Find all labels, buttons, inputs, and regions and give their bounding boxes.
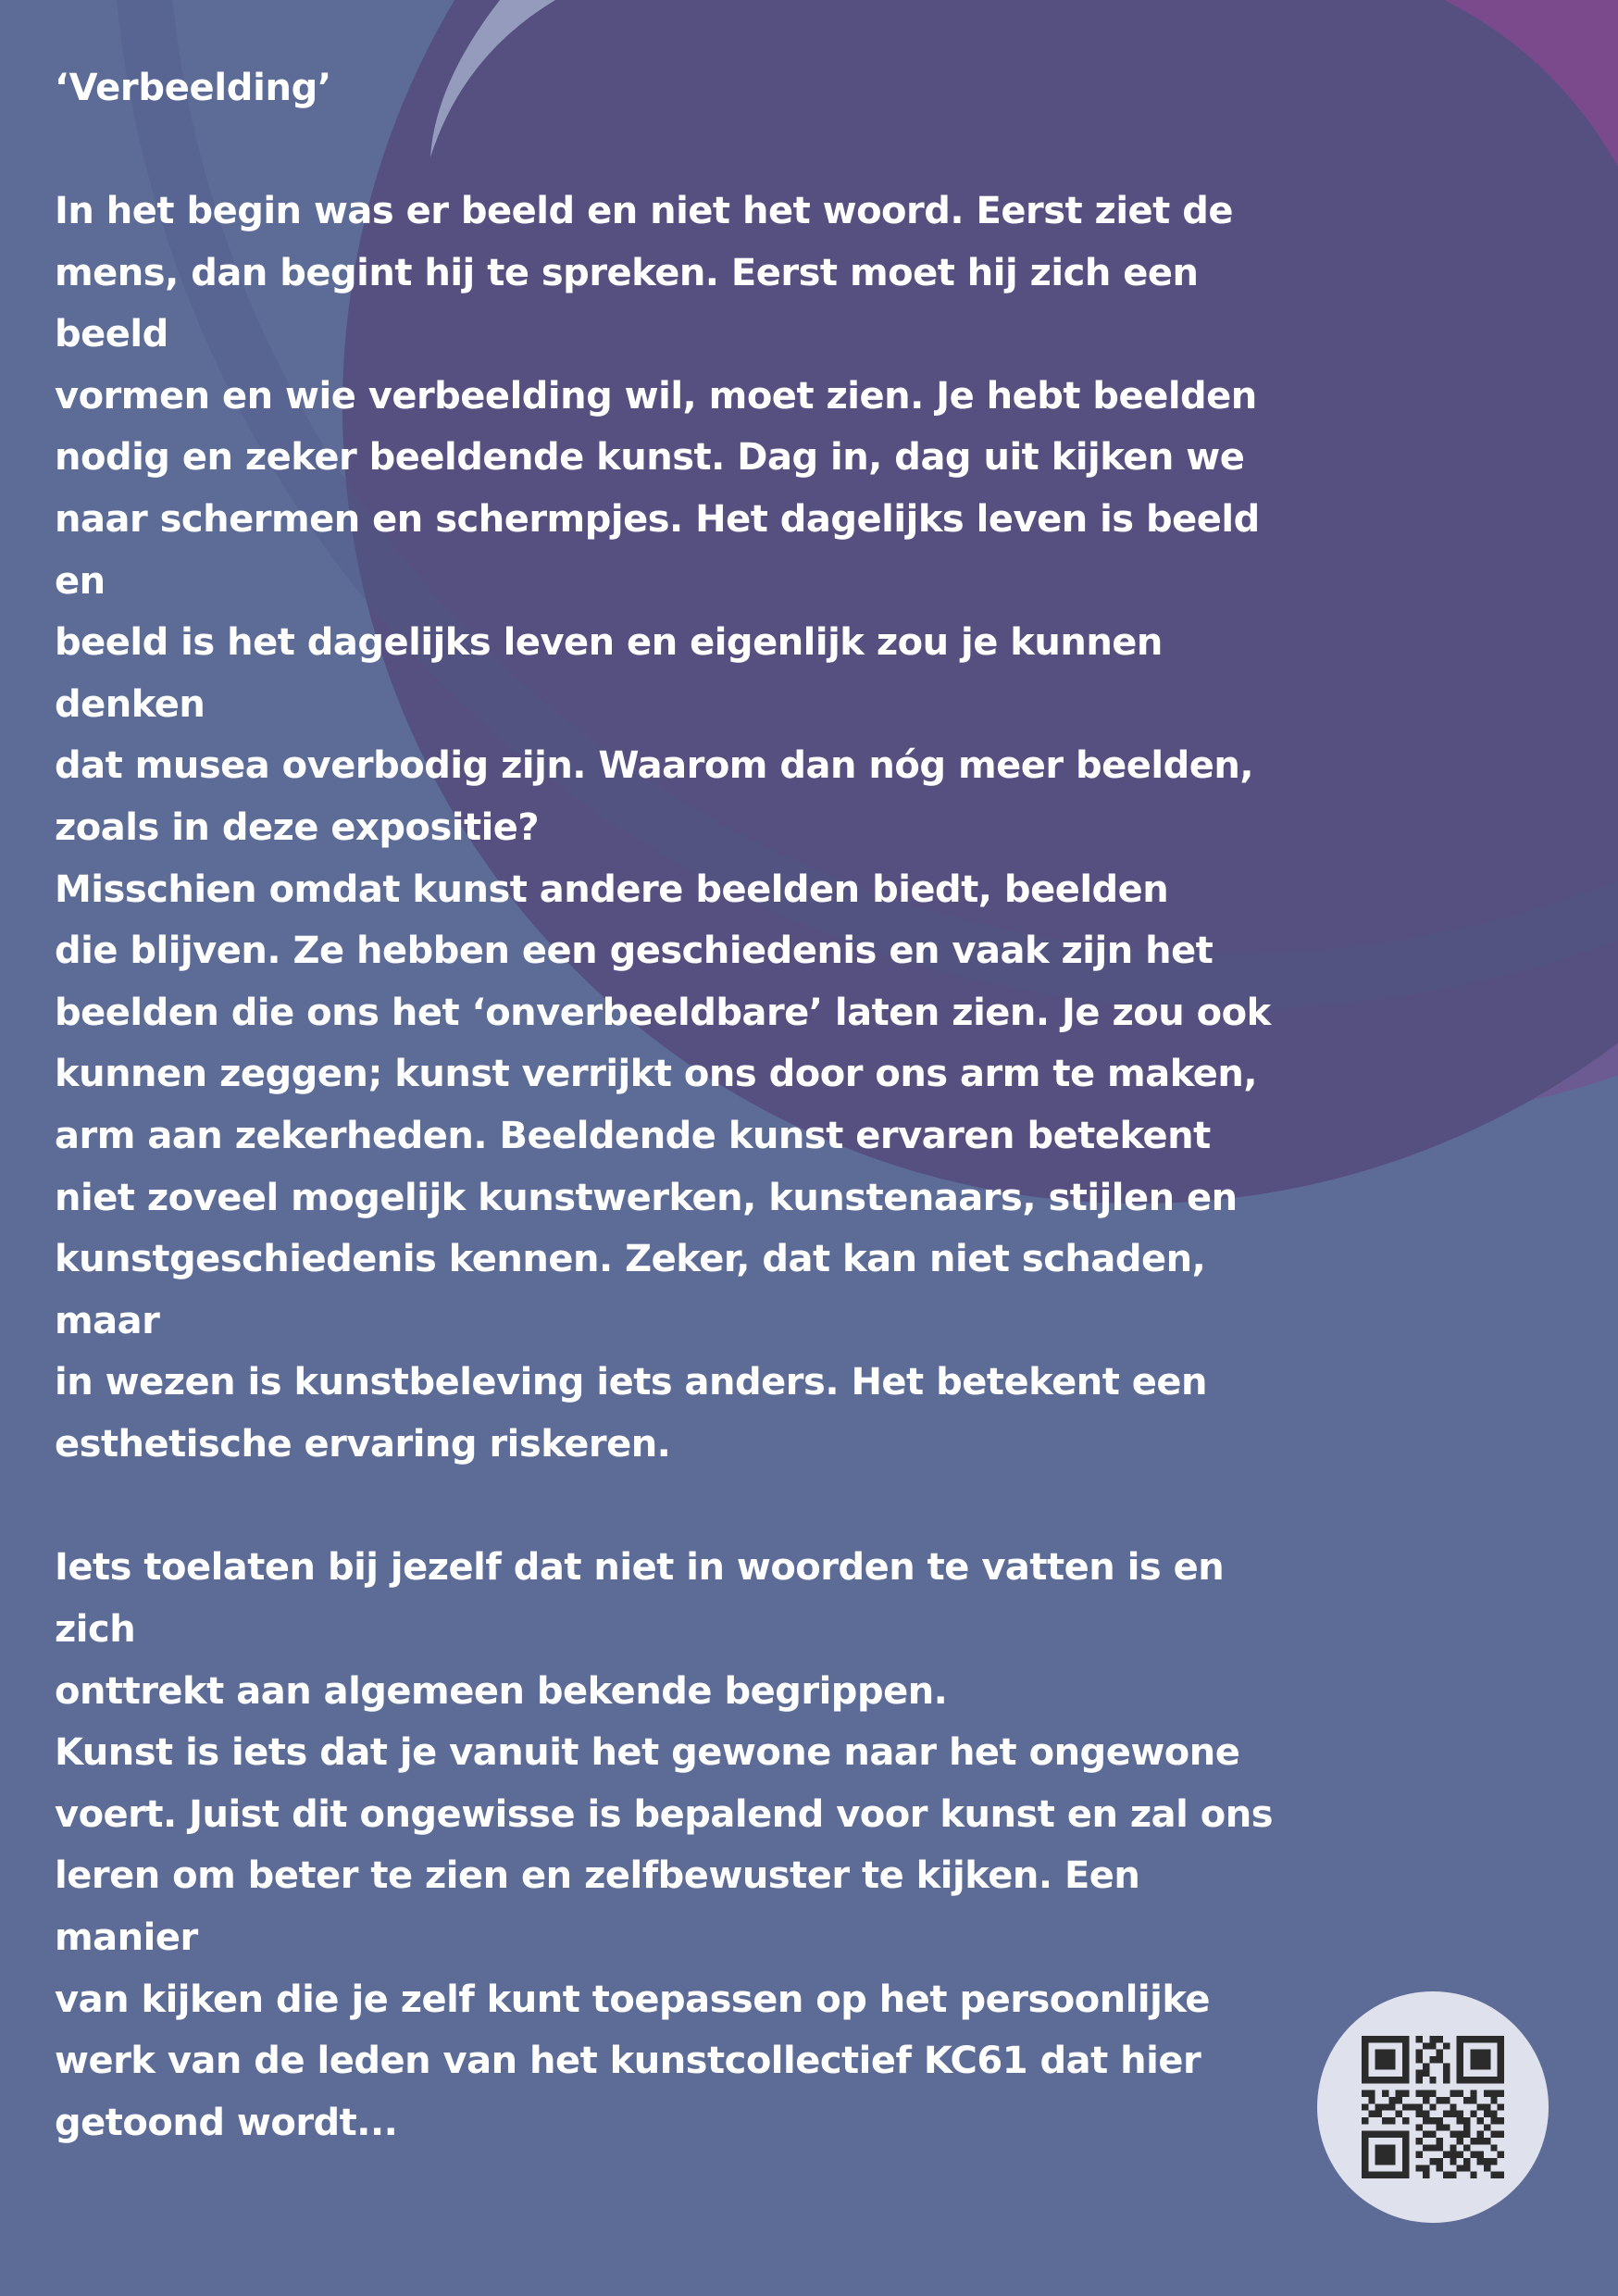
paragraph-2: Iets toelaten bij jezelf dat niet in woorden te vatten is en zich onttrekt aan algemeen bekende begrippen. Kunst is iets dat je vanuit het gewone naar het ongewone voert. Juist dit ongewisse is bepalend voor kunst en zal ons leren om beter te zien en zelfbewuster te kijken. Een manier van kijken die je zelf kunt toepassen op het persoonlijke werk van de leden van het kunstcollectief KC61 dat hier getoond wordt... <box>55 1546 1274 2144</box>
document-body <box>55 57 1286 2153</box>
qr-badge[interactable] <box>1317 1991 1549 2223</box>
document-title: ‘Verbeelding’ <box>55 67 331 109</box>
paragraph-1: In het begin was er beeld en niet het woord. Eerst ziet de mens, dan begint hij te spreken. Eerst moet hij zich een beeld vormen en wie verbeelding wil, moet zien. Je hebt beelden nodig en zeker beeldende kunst. Dag in, dag uit kijken we naar schermen en schermpjes. Het dagelijks leven is beeld en beeld is het dagelijks leven en eigenlijk zou je kunnen denken dat musea overbodig zijn. Waarom dan nóg meer beelden, zoals in deze expositie? Misschien omdat kunst andere beelden biedt, beelden die blijven. Ze hebben een geschiedenis en vaak zijn het beelden die ons het ‘onverbeeldbare’ laten zien. Je zou ook kunnen zeggen; kunst verrijkt ons door ons arm te maken, arm aan zekerheden. Beeldende kunst ervaren betekent niet zoveel mogelijk kunstwerken, kunstenaars, stijlen en kunstgeschiedenis kennen. Zeker, dat kan niet schaden, maar in wezen is kunstbeleving iets anders. Het betekent een esthetische ervaring riskeren. <box>55 190 1271 1466</box>
qr-code-icon <box>1362 2036 1504 2178</box>
